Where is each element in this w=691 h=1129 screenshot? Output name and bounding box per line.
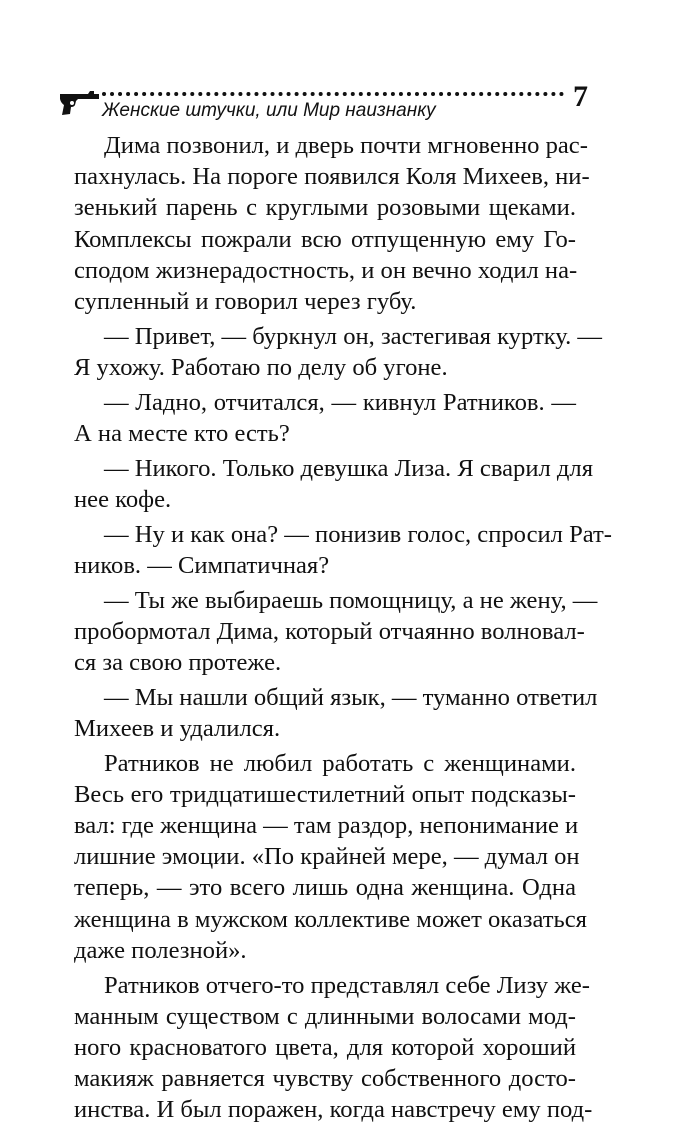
- revolver-icon: [58, 88, 100, 116]
- text-line: супленный и говорил через губу.: [74, 287, 417, 315]
- paragraph: [74, 519, 612, 581]
- paragraph: [74, 321, 603, 383]
- paragraph: [74, 748, 587, 966]
- paragraph: [74, 970, 593, 1126]
- text-line: Дима позвонил, и дверь почти мгновенно рас-: [104, 132, 588, 159]
- text-line: вал: где женщина — там раздор, непонимание и: [74, 812, 579, 840]
- text-line: ников. — Симпатичная?: [74, 551, 330, 579]
- text-line: макияж равняется чувству собственного досто-: [74, 1065, 576, 1093]
- paragraph: [74, 130, 590, 317]
- text-line: — Никого. Только девушка Лиза. Я сварил для: [104, 454, 594, 482]
- page-number: 7: [573, 80, 588, 113]
- text-line: Михеев и удалился.: [74, 714, 281, 742]
- text-line: пахнулась. На пороге появился Коля Михеев, ни-: [74, 163, 590, 191]
- paragraph: [74, 387, 576, 449]
- paragraph: [74, 585, 598, 679]
- paragraph: [74, 682, 598, 744]
- text-line: — Привет, — буркнул он, застегивая куртку. —: [104, 322, 603, 350]
- text-line: — Ну и как она? — понизив голос, спросил Рат-: [104, 520, 612, 548]
- text-line: женщина в мужском коллективе может оказаться: [74, 905, 587, 933]
- text-line: нее кофе.: [74, 485, 172, 513]
- text-line: пробормотал Дима, который отчаянно волновал-: [74, 617, 585, 645]
- text-line: ся за свою протеже.: [74, 648, 282, 676]
- text-line: ного красноватого цвета, для которой хороший: [74, 1034, 576, 1061]
- text-line: — Мы нашли общий язык, — туманно ответил: [104, 683, 598, 711]
- running-header: [58, 78, 588, 126]
- text-line: — Ты же выбираешь помощницу, а не жену, —: [104, 586, 598, 614]
- text-line: Ратников отчего-то представлял себе Лизу же-: [104, 971, 591, 999]
- text-line: теперь, — это всего лишь одна женщина. Одна: [74, 874, 576, 902]
- text-line: зенький парень с круглыми розовыми щеками.: [74, 194, 576, 222]
- running-title: Женские штучки, или Мир наизнанку: [102, 100, 436, 121]
- text-line: Весь его тридцатишестилетний опыт подсказы-: [74, 780, 576, 808]
- text-line: манным существом с длинными волосами мод-: [74, 1002, 576, 1030]
- paragraph: [74, 453, 594, 515]
- text-line: Комплексы пожрали всю отпущенную ему Го-: [74, 225, 576, 253]
- text-line: Я ухожу. Работаю по делу об угоне.: [74, 353, 448, 381]
- text-line: даже полезной».: [74, 936, 247, 964]
- body-text: [74, 130, 612, 1129]
- text-line: — Ладно, отчитался, — кивнул Ратников. —: [104, 388, 576, 416]
- text-line: А на месте кто есть?: [74, 419, 290, 447]
- text-line: инства. И был поражен, когда навстречу ему под-: [74, 1096, 593, 1124]
- text-line: сподом жизнерадостность, и он вечно ходил на-: [74, 256, 578, 284]
- dotted-rule: [102, 92, 564, 96]
- text-line: лишние эмоции. «По крайней мере, — думал он: [74, 843, 580, 871]
- text-line: Ратников не любил работать с женщинами.: [104, 749, 576, 777]
